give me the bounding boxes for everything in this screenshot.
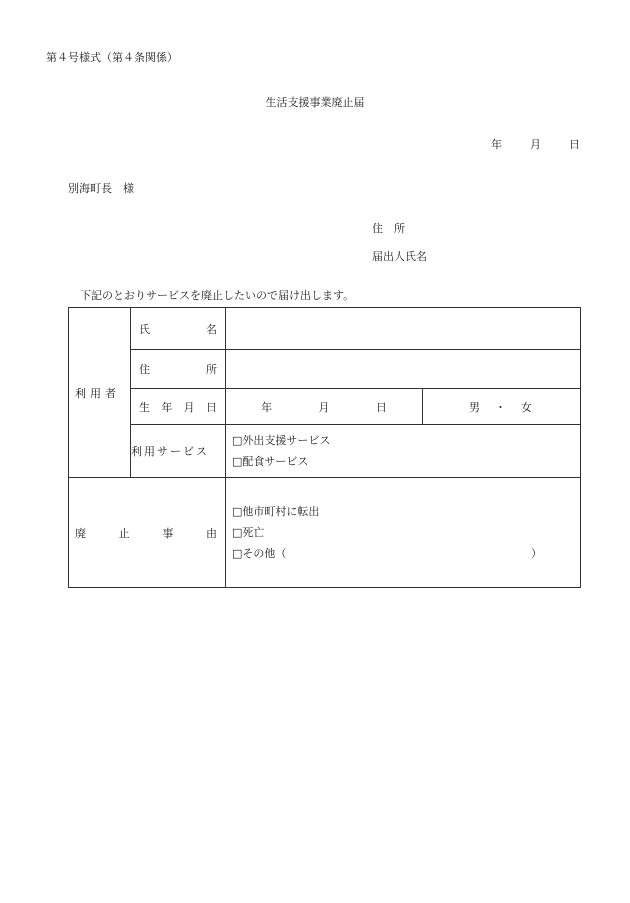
reason-option-moved[interactable]: □他市町村に転出 (232, 505, 320, 518)
addressee: 別海町長 様 (68, 182, 134, 195)
date-day: 日 (569, 138, 580, 151)
address-field[interactable] (226, 350, 581, 389)
submission-date (491, 136, 580, 152)
service-options (226, 425, 581, 478)
notification-form-table (68, 307, 581, 588)
intro-text: 下記のとおりサービスを廃止したいので届け出します。 (80, 289, 355, 302)
service-option-meal[interactable]: □配食サービス (232, 455, 309, 468)
reason-option-deceased[interactable]: □死亡 (232, 526, 265, 539)
address-label: 住 所 (131, 350, 226, 389)
date-year: 年 (491, 138, 502, 151)
form-number: 第４号様式（第４条関係） (46, 51, 178, 64)
reason-label: 廃 止 事 由 (69, 478, 226, 588)
name-field[interactable] (226, 308, 581, 350)
applicant-name-label: 届出人氏名 (372, 250, 427, 263)
gender-field[interactable]: 男 ・ 女 (423, 389, 581, 425)
birthdate-field[interactable]: 年 月 日 (226, 389, 423, 425)
date-month: 月 (530, 138, 541, 151)
name-label: 氏 名 (131, 308, 226, 350)
user-group-label: 利用者 (69, 308, 131, 478)
service-label: 利用サービス (131, 425, 226, 478)
birthdate-label: 生 年 月 日 (131, 389, 226, 425)
service-option-outing[interactable]: □外出支援サービス (232, 434, 331, 447)
reason-options (226, 478, 581, 588)
applicant-address-label: 住 所 (372, 222, 405, 235)
reason-option-other[interactable]: □その他（ ） (232, 547, 542, 560)
document-title: 生活支援事業廃止届 (265, 96, 365, 109)
